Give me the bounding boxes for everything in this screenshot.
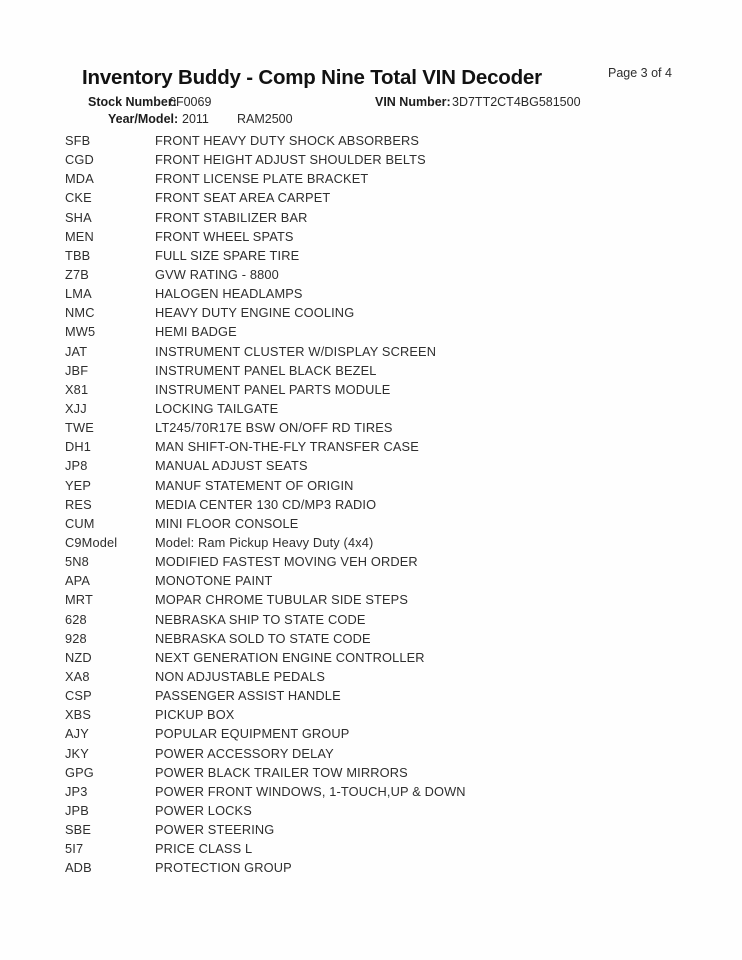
- option-description: PRICE CLASS L: [155, 841, 253, 857]
- option-description: PICKUP BOX: [155, 707, 235, 723]
- option-code: 628: [65, 611, 87, 627]
- option-code: YEP: [65, 477, 92, 493]
- option-code: SHA: [65, 209, 92, 225]
- option-description: HEMI BADGE: [155, 324, 237, 340]
- year-value: 2011: [182, 112, 209, 126]
- code-row: [0, 859, 742, 878]
- option-description: HALOGEN HEADLAMPS: [155, 286, 303, 302]
- code-row: [0, 151, 742, 170]
- stock-number-value: 6F0069: [169, 95, 212, 109]
- code-row: [0, 840, 742, 859]
- vin-code-list: [0, 132, 742, 878]
- option-description: INSTRUMENT PANEL BLACK BEZEL: [155, 362, 377, 378]
- option-description: FRONT SEAT AREA CARPET: [155, 190, 331, 206]
- code-row: [0, 553, 742, 572]
- code-row: [0, 515, 742, 534]
- option-code: JBF: [65, 362, 89, 378]
- code-row: [0, 228, 742, 247]
- option-description: POWER BLACK TRAILER TOW MIRRORS: [155, 764, 408, 780]
- model-value: RAM2500: [237, 112, 293, 126]
- code-row: [0, 419, 742, 438]
- code-row: [0, 802, 742, 821]
- code-row: [0, 266, 742, 285]
- option-code: CGD: [65, 152, 94, 168]
- option-description: FRONT STABILIZER BAR: [155, 209, 308, 225]
- option-code: C9Model: [65, 534, 118, 550]
- option-description: POWER STEERING: [155, 822, 275, 838]
- code-row: [0, 323, 742, 342]
- option-description: FRONT HEIGHT ADJUST SHOULDER BELTS: [155, 152, 426, 168]
- option-code: TWE: [65, 420, 94, 436]
- option-description: FRONT LICENSE PLATE BRACKET: [155, 171, 369, 187]
- option-description: LT245/70R17E BSW ON/OFF RD TIRES: [155, 420, 393, 436]
- option-description: MODIFIED FASTEST MOVING VEH ORDER: [155, 554, 418, 570]
- option-description: NON ADJUSTABLE PEDALS: [155, 668, 326, 684]
- option-description: INSTRUMENT CLUSTER W/DISPLAY SCREEN: [155, 343, 437, 359]
- option-code: SBE: [65, 822, 92, 838]
- option-code: 5I7: [65, 841, 84, 857]
- stock-number-label: Stock Number:: [88, 95, 177, 109]
- code-row: [0, 630, 742, 649]
- year-model-label: Year/Model:: [108, 112, 179, 126]
- option-description: FRONT WHEEL SPATS: [155, 228, 294, 244]
- option-code: MRT: [65, 592, 93, 608]
- code-row: [0, 611, 742, 630]
- option-code: XBS: [65, 707, 92, 723]
- option-description: POWER ACCESSORY DELAY: [155, 745, 334, 761]
- option-code: MW5: [65, 324, 96, 340]
- option-description: MANUF STATEMENT OF ORIGIN: [155, 477, 354, 493]
- code-row: [0, 189, 742, 208]
- option-code: JP3: [65, 783, 88, 799]
- option-description: Model: Ram Pickup Heavy Duty (4x4): [155, 534, 374, 550]
- option-code: TBB: [65, 247, 91, 263]
- option-code: ADB: [65, 860, 92, 876]
- option-description: POPULAR EQUIPMENT GROUP: [155, 726, 350, 742]
- report-title: Inventory Buddy - Comp Nine Total VIN Decoder: [82, 66, 542, 89]
- option-code: CKE: [65, 190, 92, 206]
- option-code: XJJ: [65, 400, 87, 416]
- option-code: JPB: [65, 802, 89, 818]
- code-row: [0, 247, 742, 266]
- code-row: [0, 591, 742, 610]
- option-code: MEN: [65, 228, 94, 244]
- code-row: [0, 438, 742, 457]
- code-row: [0, 209, 742, 228]
- option-description: PROTECTION GROUP: [155, 860, 292, 876]
- code-row: [0, 745, 742, 764]
- code-row: [0, 362, 742, 381]
- code-row: [0, 381, 742, 400]
- code-row: [0, 285, 742, 304]
- option-description: PASSENGER ASSIST HANDLE: [155, 688, 341, 704]
- option-code: JKY: [65, 745, 89, 761]
- option-code: JAT: [65, 343, 88, 359]
- code-row: [0, 534, 742, 553]
- vin-number-value: 3D7TT2CT4BG581500: [452, 95, 581, 109]
- code-row: [0, 764, 742, 783]
- option-description: FRONT HEAVY DUTY SHOCK ABSORBERS: [155, 133, 420, 148]
- option-description: HEAVY DUTY ENGINE COOLING: [155, 305, 355, 321]
- option-description: POWER FRONT WINDOWS, 1-TOUCH,UP & DOWN: [155, 783, 466, 799]
- option-description: NEBRASKA SHIP TO STATE CODE: [155, 611, 366, 627]
- option-description: NEXT GENERATION ENGINE CONTROLLER: [155, 649, 425, 665]
- option-code: CUM: [65, 515, 95, 531]
- code-row: [0, 668, 742, 687]
- code-row: [0, 132, 742, 151]
- option-code: SFB: [65, 133, 91, 148]
- code-row: [0, 821, 742, 840]
- code-row: [0, 706, 742, 725]
- option-code: JP8: [65, 458, 88, 474]
- option-code: 5N8: [65, 554, 89, 570]
- code-row: [0, 400, 742, 419]
- option-code: X81: [65, 381, 89, 397]
- option-description: MONOTONE PAINT: [155, 573, 273, 589]
- code-row: [0, 572, 742, 591]
- code-row: [0, 457, 742, 476]
- option-description: POWER LOCKS: [155, 802, 252, 818]
- code-row: [0, 496, 742, 515]
- code-row: [0, 170, 742, 189]
- option-description: NEBRASKA SOLD TO STATE CODE: [155, 630, 371, 646]
- code-row: [0, 687, 742, 706]
- option-code: MDA: [65, 171, 94, 187]
- option-description: MOPAR CHROME TUBULAR SIDE STEPS: [155, 592, 409, 608]
- code-row: [0, 477, 742, 496]
- option-code: APA: [65, 573, 91, 589]
- vin-number-label: VIN Number:: [375, 95, 451, 109]
- option-description: LOCKING TAILGATE: [155, 400, 279, 416]
- option-description: FULL SIZE SPARE TIRE: [155, 247, 300, 263]
- option-description: GVW RATING - 8800: [155, 266, 279, 282]
- option-code: XA8: [65, 668, 90, 684]
- option-description: MANUAL ADJUST SEATS: [155, 458, 308, 474]
- option-code: CSP: [65, 688, 92, 704]
- option-code: 928: [65, 630, 87, 646]
- option-code: DH1: [65, 439, 92, 455]
- code-row: [0, 304, 742, 323]
- code-row: [0, 649, 742, 668]
- option-code: RES: [65, 496, 92, 512]
- option-code: AJY: [65, 726, 89, 742]
- option-description: INSTRUMENT PANEL PARTS MODULE: [155, 381, 391, 397]
- page-number: Page 3 of 4: [608, 66, 672, 80]
- code-row: [0, 343, 742, 362]
- option-code: Z7B: [65, 266, 89, 282]
- option-code: GPG: [65, 764, 94, 780]
- option-description: MEDIA CENTER 130 CD/MP3 RADIO: [155, 496, 377, 512]
- code-row: [0, 725, 742, 744]
- option-code: NZD: [65, 649, 92, 665]
- option-description: MAN SHIFT-ON-THE-FLY TRANSFER CASE: [155, 439, 419, 455]
- option-code: NMC: [65, 305, 95, 321]
- option-code: LMA: [65, 286, 92, 302]
- option-description: MINI FLOOR CONSOLE: [155, 515, 299, 531]
- code-row: [0, 783, 742, 802]
